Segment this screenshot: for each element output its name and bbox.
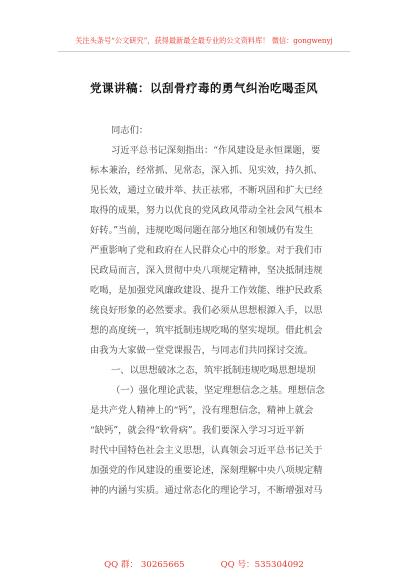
- body-line: （一）强化理论武装，坚定理想信念之基。理想信念: [111, 385, 325, 396]
- body-line: 好转。”当前，违规吃喝问题在部分地区和领域仍有发生: [90, 225, 314, 236]
- body-line: 标本兼治，经常抓、见常态，深入抓、见实效，持久抓、: [90, 165, 323, 176]
- body-line: “缺钙”，就会得“软骨病”。我们要深入学习习近平新: [90, 425, 305, 436]
- body-line: 取得的成果，努力以优良的党风政风带动全社会风气根本: [90, 205, 323, 216]
- body-line: 统良好形象的必然要求。我们必须从思想根源入手，以思: [90, 305, 323, 316]
- body-line: 神的内涵与实质。通过常态化的理论学习，不断增强对马: [90, 485, 323, 496]
- header-promo: 关注头条号“公文研究”，获得最新最全最专业的公文资料库！ 微信：gongwenyj: [75, 36, 333, 45]
- footer-qq-number: QQ 号：535304092: [220, 560, 304, 570]
- footer-qq-group: QQ 群： 30265665: [104, 560, 185, 570]
- document-title: 党课讲稿：以刮骨疗毒的勇气纠治吃喝歪风: [90, 81, 318, 95]
- body-line: 加强党的作风建设的重要论述，深刻理解中央八项规定精: [90, 465, 323, 476]
- body-line: 习近平总书记深刻指出：“作风建设是永恒课题，要: [111, 145, 321, 156]
- section-heading: 一、以思想破冰之态，筑牢抵制违规吃喝思想堤坝: [111, 365, 316, 376]
- document-body: [90, 121, 325, 501]
- body-line: 是共产党人精神上的“钙”，没有理想信念，精神上就会: [90, 405, 314, 416]
- header-divider: [58, 51, 350, 52]
- body-line: 见长效，通过立破并举、扶正祛邪，不断巩固和扩大已经: [90, 185, 323, 196]
- body-line: 同志们：: [111, 125, 149, 136]
- body-line: 民政局而言，深入贯彻中央八项规定精神，坚决抵制违规: [90, 265, 323, 276]
- body-line: 吃喝，是加强党风廉政建设、提升工作效能、维护民政系: [90, 285, 323, 296]
- footer-contact: [0, 558, 408, 570]
- body-line: 想的高度统一，筑牢抵制违规吃喝的坚实堤坝。借此机会: [90, 325, 323, 336]
- body-line: 时代中国特色社会主义思想，认真领会习近平总书记关于: [90, 445, 323, 456]
- body-line: 由我为大家做一堂党课报告，与同志们共同探讨交流。: [90, 345, 314, 356]
- body-line: 严重影响了党和政府在人民群众心中的形象。对于我们市: [90, 245, 323, 256]
